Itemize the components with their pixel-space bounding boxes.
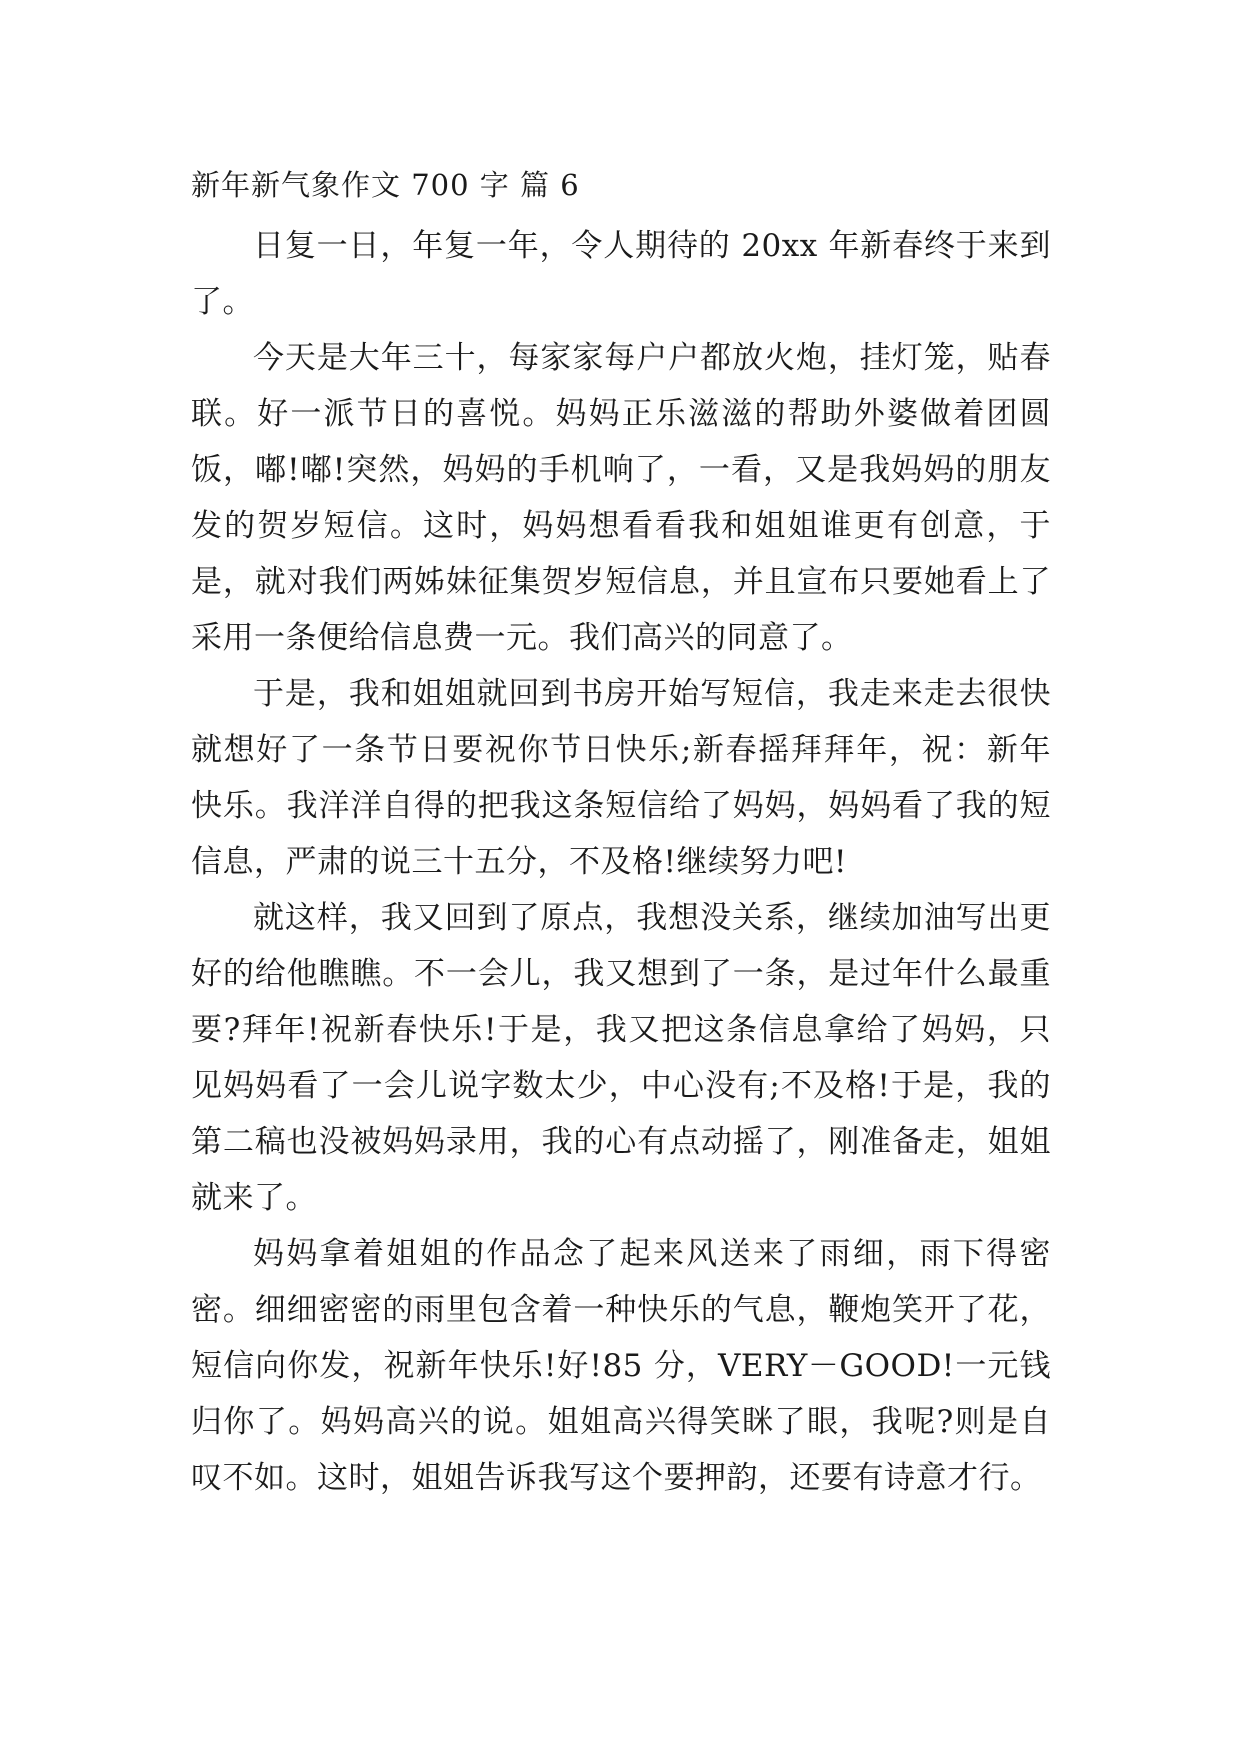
paragraph: 于是，我和姐姐就回到书房开始写短信，我走来走去很快就想好了一条节日要祝你节日快乐;新春摇拜拜年，祝：新年快乐。我洋洋自得的把我这条短信给了妈妈，妈妈看了我的短信息，严肃的说三十五分，不及格!继续努力吧! <box>191 676 1051 880</box>
paragraph: 妈妈拿着姐姐的作品念了起来风送来了雨细，雨下得密密。细细密密的雨里包含着一种快乐的气息，鞭炮笑开了花，短信向你发，祝新年快乐!好!85 分，VERY－GOOD!一元钱归你了。妈妈高兴的说。姐姐高兴得笑眯了眼，我呢?则是自叹不如。这时，姐姐告诉我写这个要押韵，还要有诗意才行。 <box>191 1236 1051 1496</box>
document-title: 新年新气象作文 700 字 篇 6 <box>191 168 580 202</box>
document-body <box>191 218 1051 1506</box>
paragraph: 日复一日，年复一年，令人期待的 20xx 年新春终于来到了。 <box>191 228 1051 320</box>
paragraph: 今天是大年三十，每家家每户户都放火炮，挂灯笼，贴春联。好一派节日的喜悦。妈妈正乐滋滋的帮助外婆做着团圆饭，嘟!嘟!突然，妈妈的手机响了，一看，又是我妈妈的朋友发的贺岁短信。这时，妈妈想看看我和姐姐谁更有创意，于是，就对我们两姊妹征集贺岁短信息，并且宣布只要她看上了采用一条便给信息费一元。我们高兴的同意了。 <box>191 340 1051 656</box>
paragraph: 就这样，我又回到了原点，我想没关系，继续加油写出更好的给他瞧瞧。不一会儿，我又想到了一条，是过年什么最重要?拜年!祝新春快乐!于是，我又把这条信息拿给了妈妈，只见妈妈看了一会儿说字数太少，中心没有;不及格!于是，我的第二稿也没被妈妈录用，我的心有点动摇了，刚准备走，姐姐就来了。 <box>191 900 1051 1216</box>
